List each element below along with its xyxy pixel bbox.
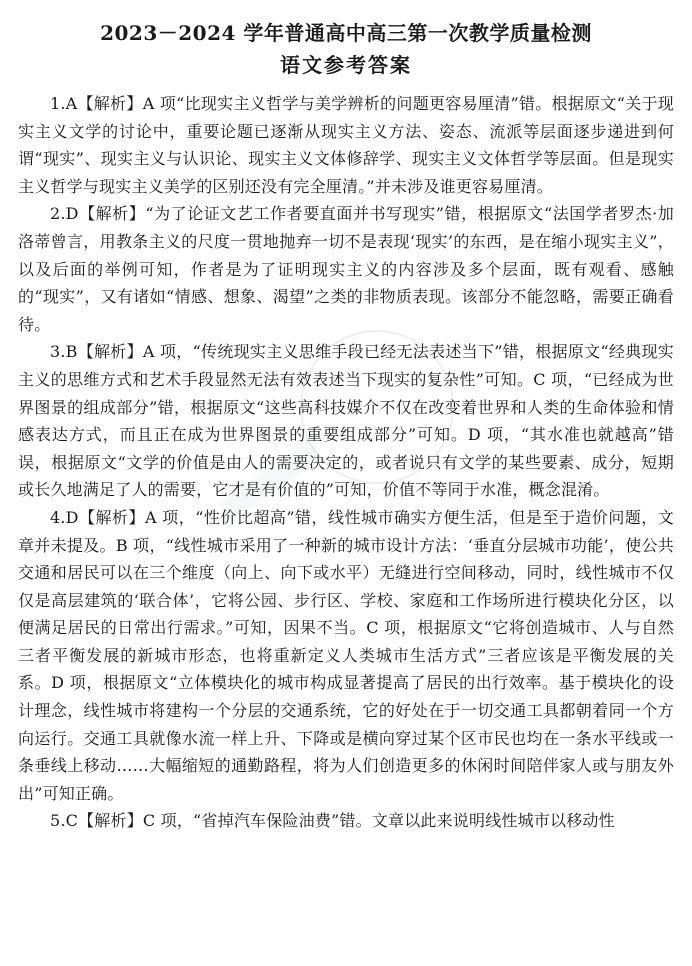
answer-item-1: 1.A【解析】A 项“比现实主义哲学与美学辨析的问题更容易厘清”错。根据原文“关于现实主义文学的讨论中，重要论题已逐渐从现实主义方法、姿态、流派等层面逐步递进到何谓“现实”、现实主义与认识论、现实主义文体修辞学、现实主义文体哲学等层面。但是现实主义哲学与现实主义美学的区别还没有完全厘清。”并未涉及谁更容易厘清。 — [18, 94, 674, 196]
answer-list — [18, 90, 674, 835]
answer-item-5: 5.C【解析】C 项，“省掉汽车保险油费”错。文章以此来说明线性城市以移动性 — [50, 811, 615, 831]
document-subtitle: 语文参考答案 — [280, 53, 412, 77]
answer-item-4: 4.D【解析】A 项，“性价比超高”错，线性城市确实方便生活，但是至于造价问题，文章并未提及。B 项，“线性城市采用了一种新的城市设计方法：‘垂直分层城市功能’，使公共交通和居民可以在三个维度（向上、向下或水平）无缝进行空间移动，同时，线性城市不仅仅是高层建筑的‘联合体’，它将公园、步行区、学校、家庭和工作场所进行模块化分区，以便满足居民的日常出行需求。”可知，因果不当。C 项，根据原文“它将创造城市、人与自然三者平衡发展的新城市形态，也将重新定义人类城市生活方式”三者应该是平衡发展的关系。D 项，根据原文“立体模块化的城市构成显著提高了居民的出行效率。基于模块化的设计理念，线性城市将建构一个分层的交通系统，它的好处在于一切交通工具都朝着同一个方向运行。交通工具就像水流一样上升、下降或是横向穿过某个区市民也均在一条水平线或一条垂线上移动……大幅缩短的通勤路程，将为人们创造更多的休闲时间陪伴家人或与朋友外出”可知正确。 — [18, 507, 674, 803]
document-title: 2023－2024 学年普通高中高三第一次教学质量检测 — [100, 21, 592, 45]
answer-item-3: 3.B【解析】A 项，“传统现实主义思维手段已经无法表述当下”错，根据原文“经典现实主义的思维方式和艺术手段显然无法有效表述当下现实的复杂性”可知。C 项，“已经成为世界图景的组成部分”错，根据原文“这些高科技媒介不仅在改变着世界和人类的生命体验和情感表达方式，而且正在成为世界图景的重要组成部分”可知。D 项，“其水准也就越高”错误，根据原文“文学的价值是由人的需要决定的，或者说只有文学的某些要素、成分，短期或长久地满足了人的需要，它才是有价值的”可知，价值不等同于水准，概念混淆。 — [18, 342, 674, 500]
answer-item-2: 2.D【解析】“为了论证文艺工作者要直面并书写现实”错，根据原文“法国学者罗杰·加洛蒂曾言，用教条主义的尺度一贯地抛弃一切不是表现‘现实’的东西，是在缩小现实主义”，以及后面的举例可知，作者是为了证明现实主义的内容涉及多个层面，既有观看、感触的“现实”，又有诸如“情感、想象、渴望”之类的非物质表现。该部分不能忽略，需要正确看待。 — [18, 204, 674, 334]
